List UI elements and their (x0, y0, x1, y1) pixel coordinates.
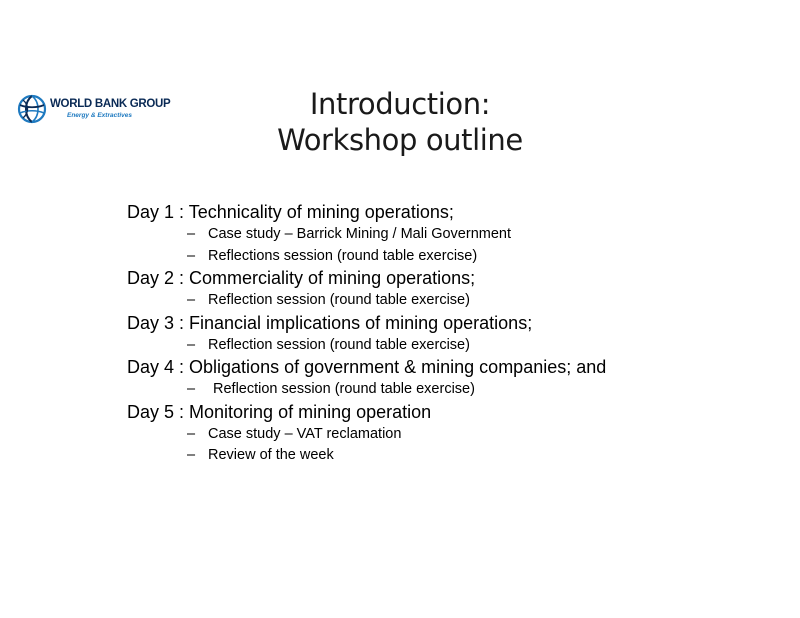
list-item (127, 445, 787, 467)
dash-bullet: – (187, 425, 196, 442)
workshop-outline (127, 201, 787, 467)
list-item (127, 224, 787, 246)
day-3-heading: Day 3 : Financial implications of mining operations; (127, 312, 533, 333)
dash-bullet: – (187, 381, 196, 397)
list-item (127, 290, 787, 312)
list-item-text: Review of the week (208, 447, 334, 463)
logo-brand-text: WORLD BANK GROUP (50, 98, 171, 110)
list-item-text: Reflection session (round table exercise) (213, 381, 475, 397)
list-item-text: Case study – Barrick Mining / Mali Government (208, 226, 511, 242)
day-1-heading: Day 1 : Technicality of mining operations; (127, 202, 454, 222)
list-item-text: Reflections session (round table exercise) (208, 247, 478, 264)
list-item (127, 246, 787, 268)
list-item (127, 379, 787, 401)
list-item-text: Reflection session (round table exercise) (208, 292, 470, 308)
slide-title (180, 86, 620, 158)
dash-bullet: – (187, 226, 196, 242)
dash-bullet: – (187, 447, 196, 463)
list-item-text: Reflection session (round table exercise) (208, 336, 470, 353)
list-item-text: Case study – VAT reclamation (208, 425, 402, 442)
dash-bullet: – (187, 247, 196, 264)
world-bank-group-logo (17, 94, 187, 128)
dash-bullet: – (187, 336, 196, 353)
day-2-heading: Day 2 : Commerciality of mining operations; (127, 268, 476, 288)
logo-subtitle-text: Energy & Extractives (67, 112, 133, 119)
dash-bullet: – (187, 292, 196, 308)
globe-icon (17, 94, 47, 124)
title-line-2: Workshop outline (277, 123, 523, 157)
title-line-1: Introduction: (309, 87, 491, 121)
day-5-heading: Day 5 : Monitoring of mining operation (127, 401, 432, 422)
day-4-heading: Day 4 : Obligations of government & mining companies; and (127, 357, 607, 377)
list-item (127, 424, 787, 446)
list-item (127, 335, 787, 357)
